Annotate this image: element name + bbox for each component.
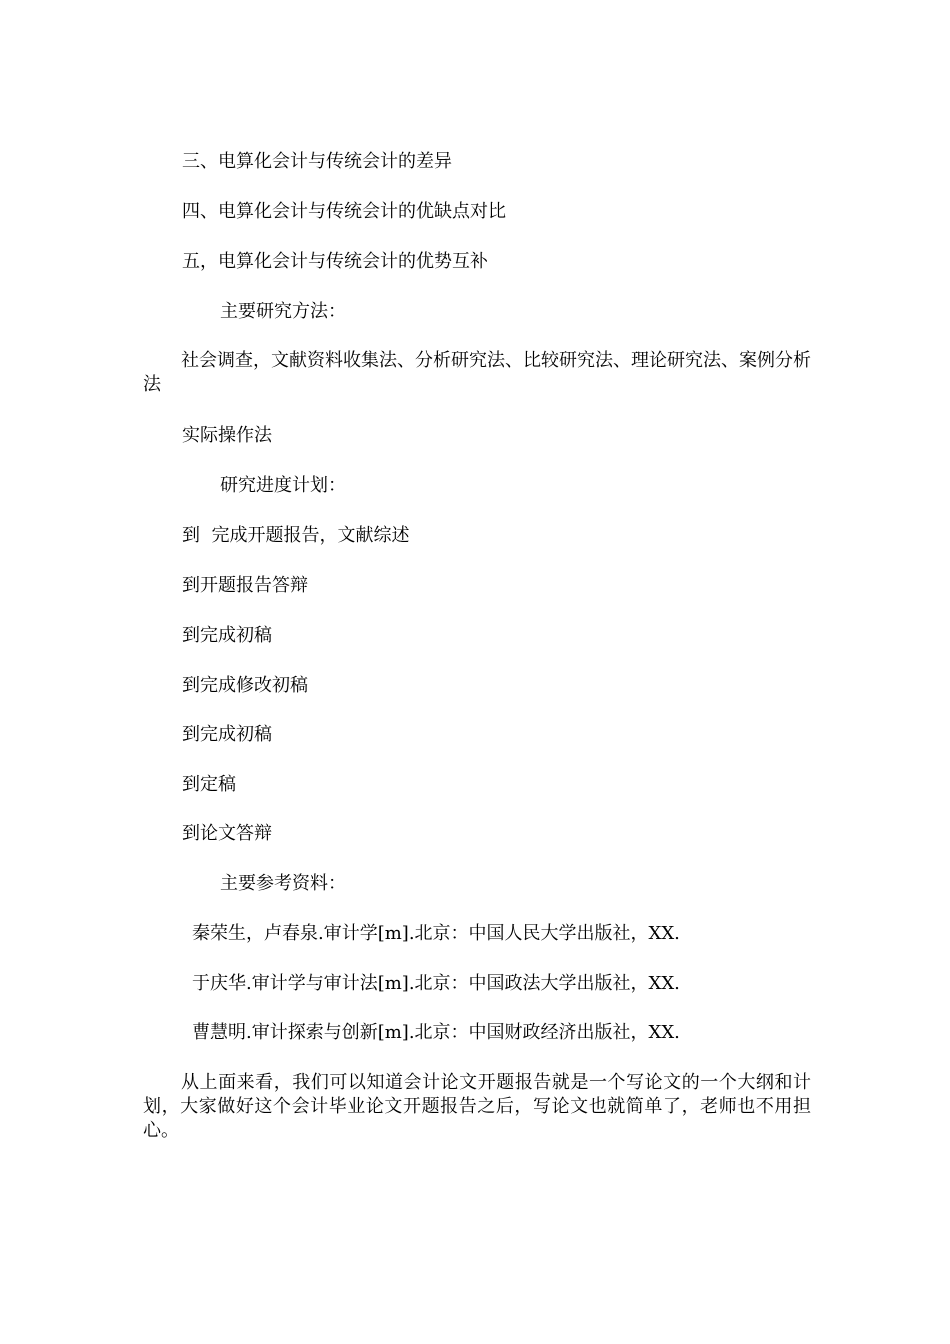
methods-text: 社会调查，文献资料收集法、分析研究法、比较研究法、理论研究法、案例分析法 xyxy=(143,350,811,395)
schedule-item: 到完成初稿 xyxy=(182,625,272,646)
schedule-item: 到开题报告答辩 xyxy=(182,575,308,596)
outline-item-3: 三、电算化会计与传统会计的差异 xyxy=(182,151,452,172)
reference-item: 秦荣生，卢春泉.审计学[m].北京：中国人民大学出版社，XX. xyxy=(192,923,680,944)
schedule-heading: 研究进度计划： xyxy=(220,475,346,496)
conclusion-paragraph: 从上面来看，我们可以知道会计论文开题报告就是一个写论文的一个大纲和计划，大家做好这个会计毕业论文开题报告之后，写论文也就简单了，老师也不用担心。 xyxy=(143,1072,811,1141)
schedule-item: 到完成初稿 xyxy=(182,724,272,745)
methods-heading: 主要研究方法： xyxy=(220,301,346,322)
references-heading: 主要参考资料： xyxy=(220,873,346,894)
methods-extra: 实际操作法 xyxy=(182,425,272,446)
reference-item: 于庆华.审计学与审计法[m].北京：中国政法大学出版社，XX. xyxy=(192,973,680,994)
schedule-item: 到定稿 xyxy=(182,774,236,795)
schedule-item: 到 完成开题报告，文献综述 xyxy=(182,525,410,546)
reference-item: 曹慧明.审计探索与创新[m].北京：中国财政经济出版社，XX. xyxy=(192,1022,680,1043)
schedule-item: 到完成修改初稿 xyxy=(182,675,308,696)
outline-item-5: 五，电算化会计与传统会计的优势互补 xyxy=(182,251,488,272)
schedule-item: 到论文答辩 xyxy=(182,823,272,844)
outline-item-4: 四、电算化会计与传统会计的优缺点对比 xyxy=(182,201,506,222)
